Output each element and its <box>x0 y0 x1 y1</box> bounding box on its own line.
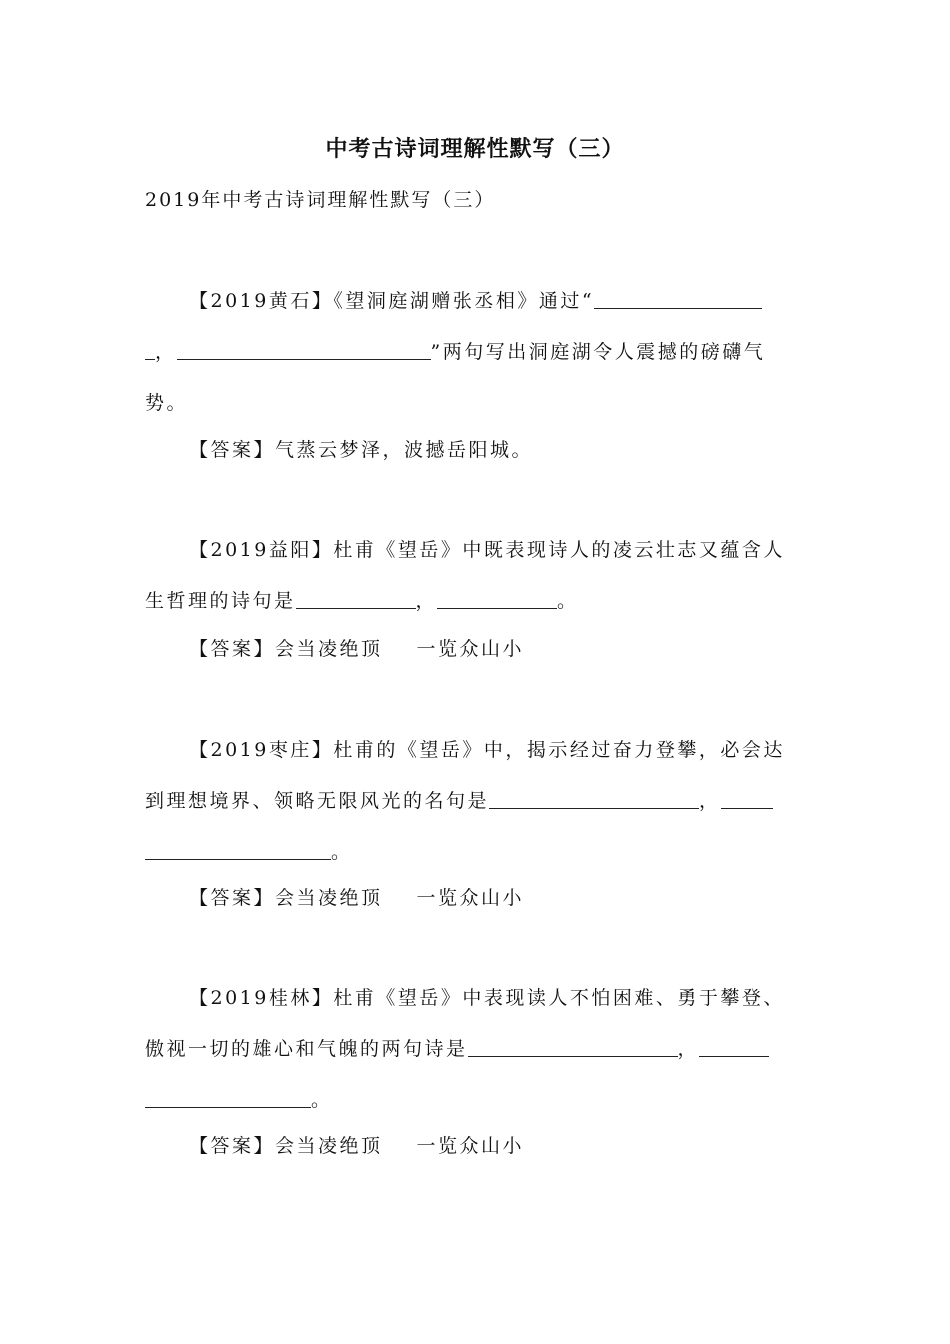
answer-label: 【答案】 <box>189 887 276 909</box>
answer-blank <box>437 588 557 609</box>
question-4-line-3: 。 <box>145 1075 805 1126</box>
question-2 <box>145 525 805 627</box>
answer-label: 【答案】 <box>189 638 276 660</box>
question-1-line-3: 势。 <box>145 392 189 414</box>
question-3 <box>145 725 805 878</box>
answer-label: 【答案】 <box>189 439 276 461</box>
answer-3 <box>189 882 524 914</box>
answer-blank <box>721 788 773 809</box>
question-3-line-1: 【2019枣庄】杜甫的《望岳》中，揭示经过奋力登攀，必会达 <box>189 739 785 761</box>
answer-part-1: 会当凌绝顶 <box>275 887 383 909</box>
answer-blank <box>699 1036 769 1057</box>
answer-blank <box>145 1087 311 1108</box>
question-3-line-3: 。 <box>145 827 805 878</box>
answer-blank <box>594 288 762 309</box>
question-1 <box>145 276 805 429</box>
question-4-line-2: 傲视一切的雄心和气魄的两句诗是 ， <box>145 1024 805 1075</box>
answer-4 <box>189 1130 524 1162</box>
answer-blank <box>145 339 155 360</box>
page-subtitle: 2019年中考古诗词理解性默写（三） <box>145 189 496 211</box>
answer-part-1: 会当凌绝顶 <box>275 1135 383 1157</box>
answer-1 <box>189 434 533 466</box>
page-title: 中考古诗词理解性默写（三） <box>325 137 625 162</box>
question-4 <box>145 973 805 1126</box>
answer-blank <box>468 1036 678 1057</box>
question-tag: 【2019枣庄】 <box>189 739 334 761</box>
answer-blank <box>177 339 431 360</box>
answer-blank <box>296 588 416 609</box>
answer-2 <box>189 633 524 665</box>
question-2-line-2: 生哲理的诗句是 ， 。 <box>145 590 579 612</box>
answer-blank <box>145 839 331 860</box>
question-3-line-2: 到理想境界、领略无限风光的名句是 ， <box>145 776 805 827</box>
answer-label: 【答案】 <box>189 1135 276 1157</box>
answer-part-2: 一览众山小 <box>416 1135 525 1157</box>
answer-blank <box>489 788 699 809</box>
answer-part-2: 一览众山小 <box>416 887 525 909</box>
question-4-line-1: 【2019桂林】杜甫《望岳》中表现读人不怕困难、勇于攀登、 <box>189 987 785 1009</box>
question-tag: 【2019黄石】 <box>189 290 334 312</box>
answer-part-1: 会当凌绝顶 <box>275 638 383 660</box>
answer-text: 气蒸云梦泽，波撼岳阳城。 <box>275 439 534 461</box>
answer-part-2: 一览众山小 <box>416 638 525 660</box>
question-tag: 【2019桂林】 <box>189 987 334 1009</box>
question-1-line-2: ， ”两句写出洞庭湖令人震撼的磅礴气 <box>145 327 805 378</box>
question-1-line-1: 【2019黄石】《望洞庭湖赠张丞相》通过“ <box>145 276 805 327</box>
question-2-line-1: 【2019益阳】杜甫《望岳》中既表现诗人的凌云壮志又蕴含人 <box>189 539 785 561</box>
question-tag: 【2019益阳】 <box>189 539 334 561</box>
